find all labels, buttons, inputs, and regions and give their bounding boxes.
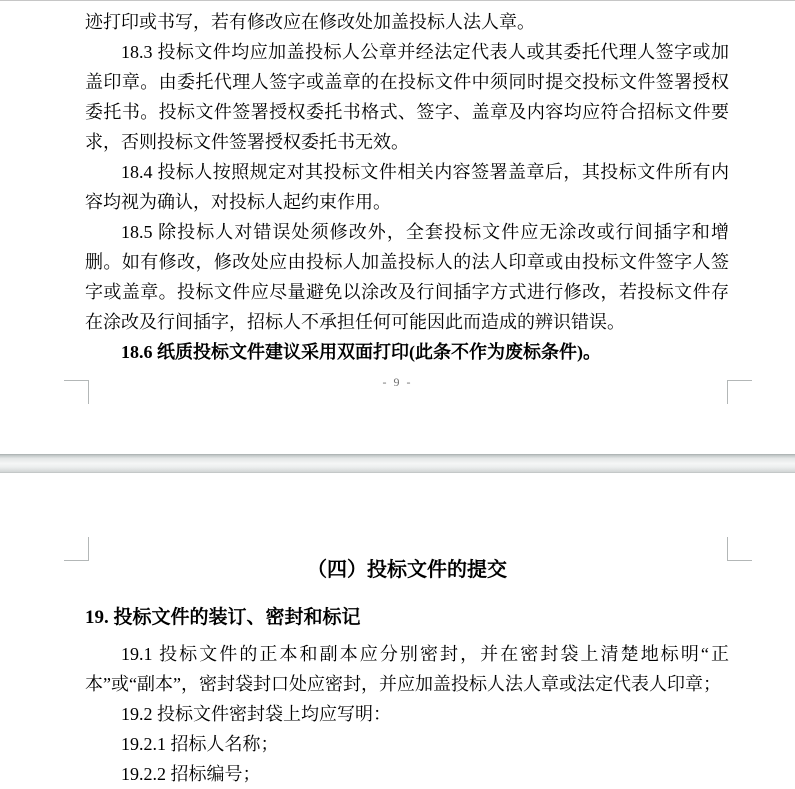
clause-19-heading[interactable]: 19. 投标文件的装订、密封和标记	[85, 607, 361, 628]
margin-mark-bottom-left	[64, 380, 89, 404]
margin-mark-top-right	[727, 537, 752, 561]
margin-mark-top-left	[64, 537, 89, 561]
page-10-text-body	[85, 557, 729, 789]
margin-mark-bottom-right	[727, 380, 752, 404]
paragraph-19-2-1[interactable]: 19.2.1 招标人名称；	[121, 734, 279, 754]
paragraph-18-6[interactable]: 18.6 纸质投标文件建议采用双面打印(此条不作为废标条件)。	[121, 342, 601, 362]
page-9-text-body	[85, 7, 729, 367]
paragraph-18-4[interactable]: 18.4 投标人按照规定对其投标文件相关内容签署盖章后，其投标文件所有内容均视为确认，对投标人起约束作用。	[85, 162, 729, 212]
paragraph-18-3[interactable]: 18.3 投标文件均应加盖投标人公章并经法定代表人或其委托代理人签字或加盖印章。由委托代理人签字或盖章的在投标文件中须同时提交投标文件签署授权委托书。投标文件签署授权委托书格式、签字、盖章及内容均应符合招标文件要求，否则投标文件签署授权委托书无效。	[85, 42, 729, 152]
paragraph-18-2-continuation[interactable]: 迹打印或书写，若有修改应在修改处加盖投标人法人章。	[85, 12, 535, 32]
paragraph-19-2-2[interactable]: 19.2.2 招标编号；	[121, 764, 261, 784]
paragraph-19-2[interactable]: 19.2 投标文件密封袋上均应写明：	[121, 704, 391, 724]
paragraph-18-5[interactable]: 18.5 除投标人对错误处须修改外，全套投标文件应无涂改或行间插字和增删。如有修改，修改处应由投标人加盖投标人的法人印章或由投标文件签字人签字或盖章。投标文件应尽量避免以涂改及行间插字方式进行修改，若投标文件存在涂改及行间插字，招标人不承担任何可能因此而造成的辨识错误。	[85, 222, 729, 332]
paragraph-19-1[interactable]: 19.1 投标文件的正本和副本应分别密封，并在密封袋上清楚地标明“正本”或“副本”，密封袋封口处应密封，并应加盖投标人法人章或法定代表人印章；	[85, 644, 729, 694]
document-page-10	[0, 473, 795, 789]
page-number-footer: - 9 -	[382, 375, 413, 389]
page-gap[interactable]	[0, 454, 795, 473]
section-4-heading[interactable]: （四）投标文件的提交	[307, 559, 507, 581]
document-page-9	[0, 1, 795, 454]
